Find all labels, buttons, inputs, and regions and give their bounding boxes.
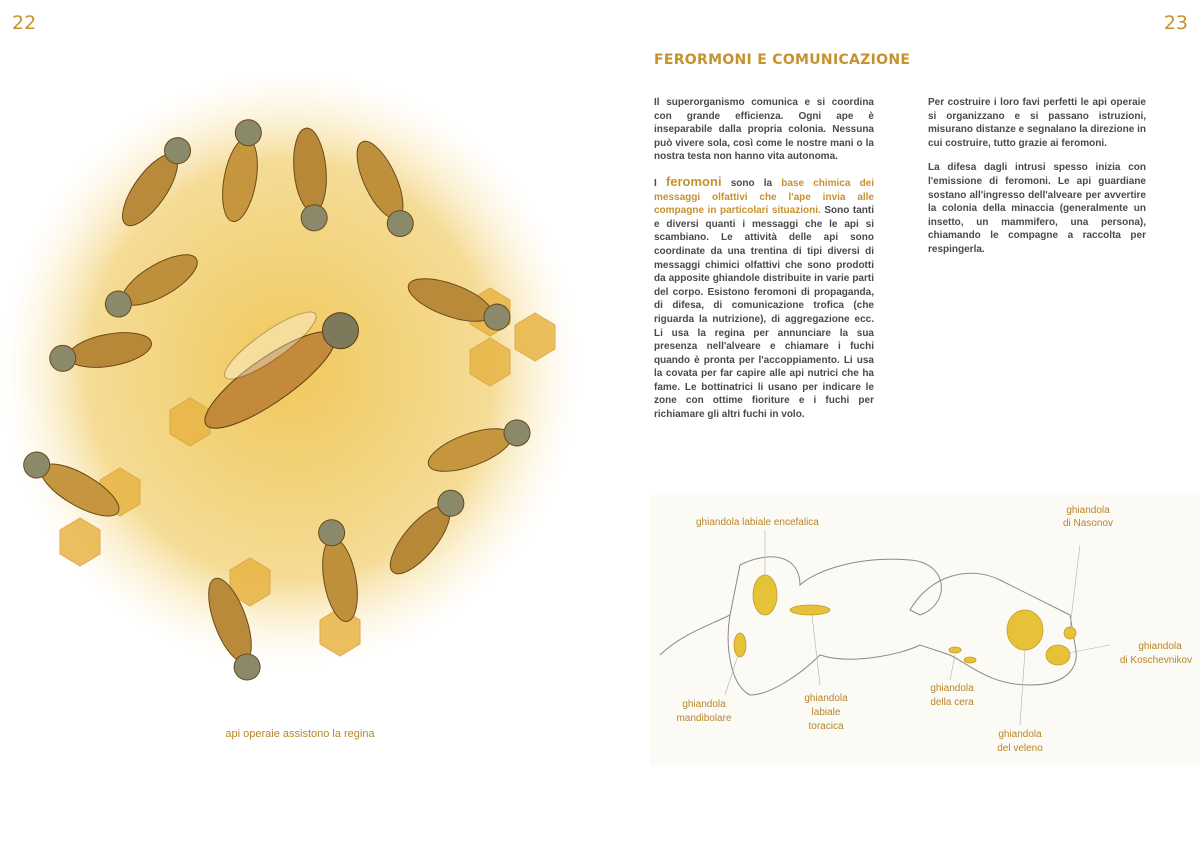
label-mandibular-2: mandibolare (676, 713, 732, 724)
label-wax-1: ghiandola (930, 683, 974, 694)
label-koschevnikov-1: ghiandola (1138, 641, 1182, 652)
bees-honeycomb-illustration (0, 60, 600, 700)
gland-nasonov (1064, 627, 1076, 639)
label-thoracic-1: ghiandola (804, 693, 848, 704)
label-nasonov-2: di Nasonov (1062, 518, 1114, 529)
illustration-caption: api operaie assistono la regina (225, 728, 375, 740)
gland-wax-1 (949, 647, 961, 653)
gland-wax-2 (964, 657, 976, 663)
label-labial-encephalic: ghiandola labiale encefalica (696, 517, 819, 528)
label-koschevnikov-2: di Koschevnikov (1119, 655, 1193, 666)
section-title: FERORMONI E COMUNICAZIONE (654, 52, 911, 68)
highlight-text: base chimica dei messaggi olfattivi che l'ape invia alle compagne in particolari situazioni. (654, 177, 875, 217)
paragraph-difesa: La difesa dagli intrusi spesso inizia con l'emissione di feromoni. Le api guardiane sostano all'ingresso dell'alveare per avvertire la colonia della minaccia (generalmente un insetto, un mammifero, una persona), chiamando le compagne a raccolta per respingerla. (928, 162, 1146, 255)
lead-word: I (654, 177, 657, 189)
label-venom-2: del veleno (997, 743, 1043, 754)
label-thoracic-3: toracica (808, 721, 844, 732)
paragraph-favi: Per costruire i loro favi perfetti le api operaie si organizzano e si passano istruzioni, misurano distanze e segnalano la direzione in cui costruire, tutto grazie ai feromoni. (928, 97, 1146, 149)
gland-koschevnikov (1046, 645, 1070, 665)
bee-gland-diagram (650, 495, 1200, 765)
gland-venom (1007, 610, 1043, 650)
text-column-2 (928, 96, 1146, 268)
gland-labial-encephalic (753, 575, 777, 615)
text-column-1 (654, 96, 874, 433)
label-nasonov-1: ghiandola (1066, 505, 1110, 516)
label-venom-1: ghiandola (998, 729, 1042, 740)
gland-mandibular (734, 633, 746, 657)
paragraph-feromoni (654, 175, 874, 422)
mid-text: sono la (730, 177, 773, 189)
page-number-left: 22 (12, 12, 37, 34)
term-feromoni: feromoni (665, 173, 722, 189)
paragraph-intro: Il superorganismo comunica e si coordina con grande efficienza. Ogni ape è inseparabile dalla propria colonia. Nessuna può vivere sola, così come le nostre mani o la nostra testa non hanno vita autonoma. (654, 97, 874, 163)
body-text: Sono tanti e diversi quanti i messaggi che le api si scambiano. Le attività delle api sono coordinate da una trentina di tipi diversi di messaggi chimici olfattivi che sono prodotti da apposite ghiandole distribuite in varie parti del corpo. Esistono feromoni di propaganda, di difesa, di comunicazione trofica (che riguarda la nutrizione), di aggregazione ecc. Li usa la regina per annunciare la sua presenza nell'alveare e chiamare i fuchi quando è pronta per l'accoppiamento. Li usa la covata per far capire alle api nutrici che ha fame. Le bottinatrici li usano per indicare le zone con ottime fioriture e i fuchi per richiamare gli altri fuchi in volo. (654, 205, 874, 421)
label-thoracic-2: labiale (811, 707, 841, 718)
gland-labial-thoracic (790, 605, 830, 615)
label-wax-2: della cera (930, 697, 974, 708)
label-mandibular-1: ghiandola (682, 699, 726, 710)
page-number-right: 23 (1163, 12, 1188, 34)
